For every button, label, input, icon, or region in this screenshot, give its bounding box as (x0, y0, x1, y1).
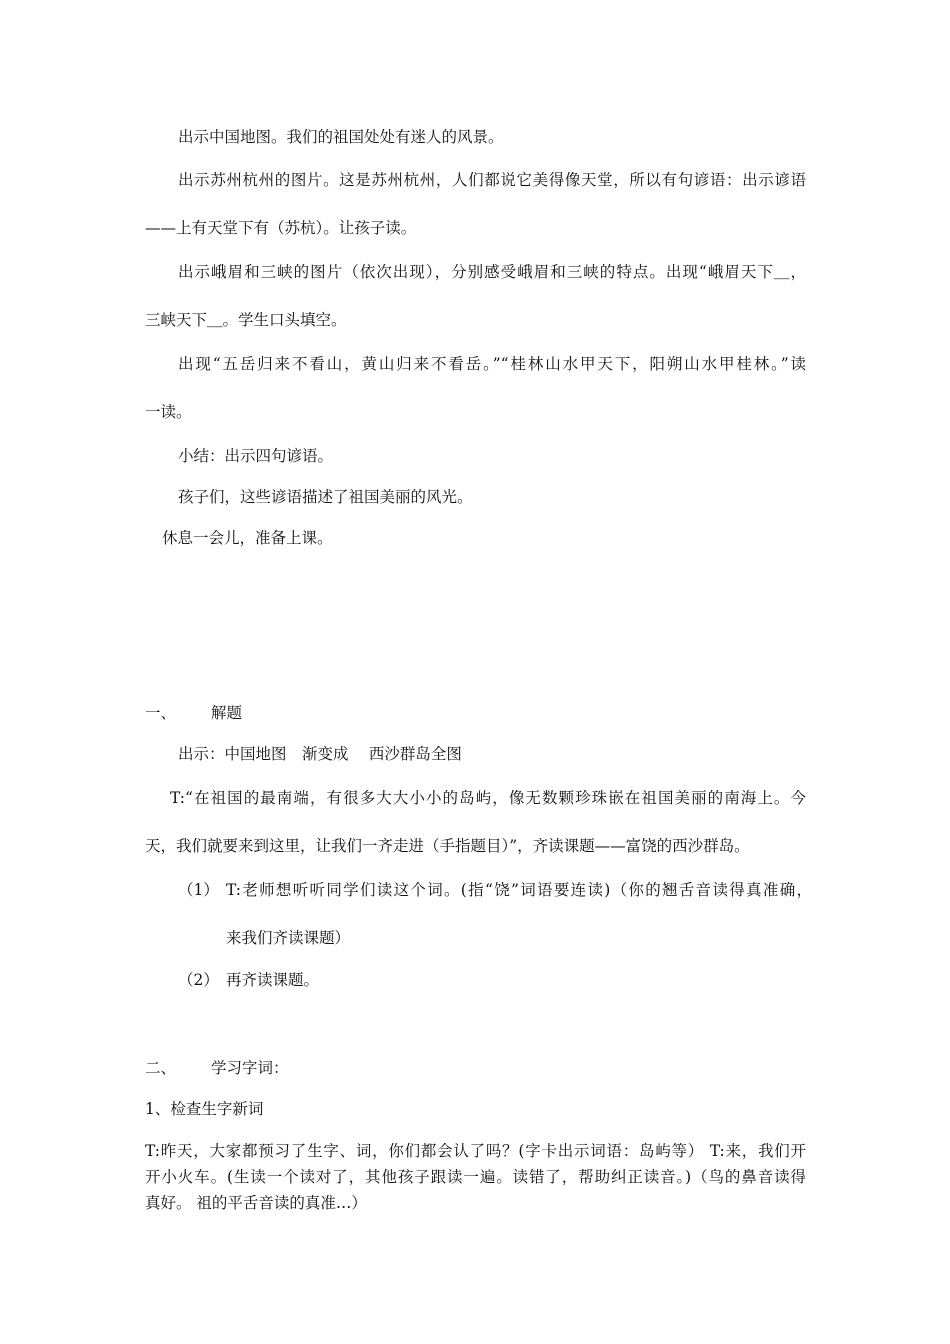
section-2-paragraph-line3: 真好。 祖的平舌音读的真准…） (145, 1194, 367, 1212)
section-1-show-line: 出示：中国地图 渐变成 西沙群岛全图 (178, 745, 462, 763)
section-1-teacher-line2: 天，我们就要来到这里，让我们一齐走进（手指题目）”，齐读课题——富饶的西沙群岛。 (145, 837, 750, 855)
intro-paragraph-suzhou-line1: 出示苏州杭州的图片。这是苏州杭州，人们都说它美得像天堂，所以有句谚语：出示谚语 (178, 171, 806, 189)
intro-paragraph-wuyue-line2: 一读。 (145, 403, 192, 421)
section-1-item-2-text: 再齐读课题。 (226, 971, 320, 989)
section-1-item-1-line2: 来我们齐读课题） (226, 929, 351, 947)
section-2-paragraph-line1: T:昨天，大家都预习了生字、词，你们都会认了吗？(字卡出示词语：岛屿等） T:来，我们开 (145, 1142, 806, 1160)
intro-paragraph-rest: 休息一会儿，准备上课。 (162, 529, 333, 547)
section-1-item-1-number: （1） (178, 881, 219, 899)
intro-paragraph-map: 出示中国地图。我们的祖国处处有迷人的风景。 (178, 128, 504, 146)
intro-paragraph-scenery: 孩子们，这些谚语描述了祖国美丽的风光。 (178, 488, 473, 506)
section-1-item-2-number: （2） (178, 971, 219, 989)
intro-summary: 小结：出示四句谚语。 (178, 447, 334, 465)
intro-paragraph-emei-line2: 三峡天下＿。学生口头填空。 (145, 311, 347, 329)
section-2-subheading: 1、检查生字新词 (145, 1100, 264, 1118)
intro-paragraph-suzhou-line2: ——上有天堂下有（苏杭）。让孩子读。 (145, 219, 417, 237)
section-1-number: 一、 (145, 704, 177, 722)
section-2-title: 学习字词： (211, 1059, 289, 1077)
section-2-paragraph-line2: 开小火车。(生读一个读对了，其他孩子跟读一遍。读错了，帮助纠正读音。)（鸟的鼻音读得 (145, 1168, 806, 1186)
intro-paragraph-wuyue-line1: 出现“五岳归来不看山，黄山归来不看岳。”“桂林山水甲天下，阳朔山水甲桂林。”读 (178, 355, 806, 373)
section-1-title: 解题 (211, 704, 243, 722)
section-1-item-1-line1: T:老师想听听同学们读这个词。(指“饶”词语要连读)（你的翘舌音读得真准确， (226, 881, 812, 899)
section-2-number: 二、 (145, 1059, 177, 1077)
intro-paragraph-emei-line1: 出示峨眉和三峡的图片（依次出现），分别感受峨眉和三峡的特点。出现“峨眉天下＿， (178, 263, 806, 281)
section-1-teacher-line1: T:“在祖国的最南端，有很多大大小小的岛屿，像无数颗珍珠嵌在祖国美丽的南海上。今 (170, 789, 806, 807)
